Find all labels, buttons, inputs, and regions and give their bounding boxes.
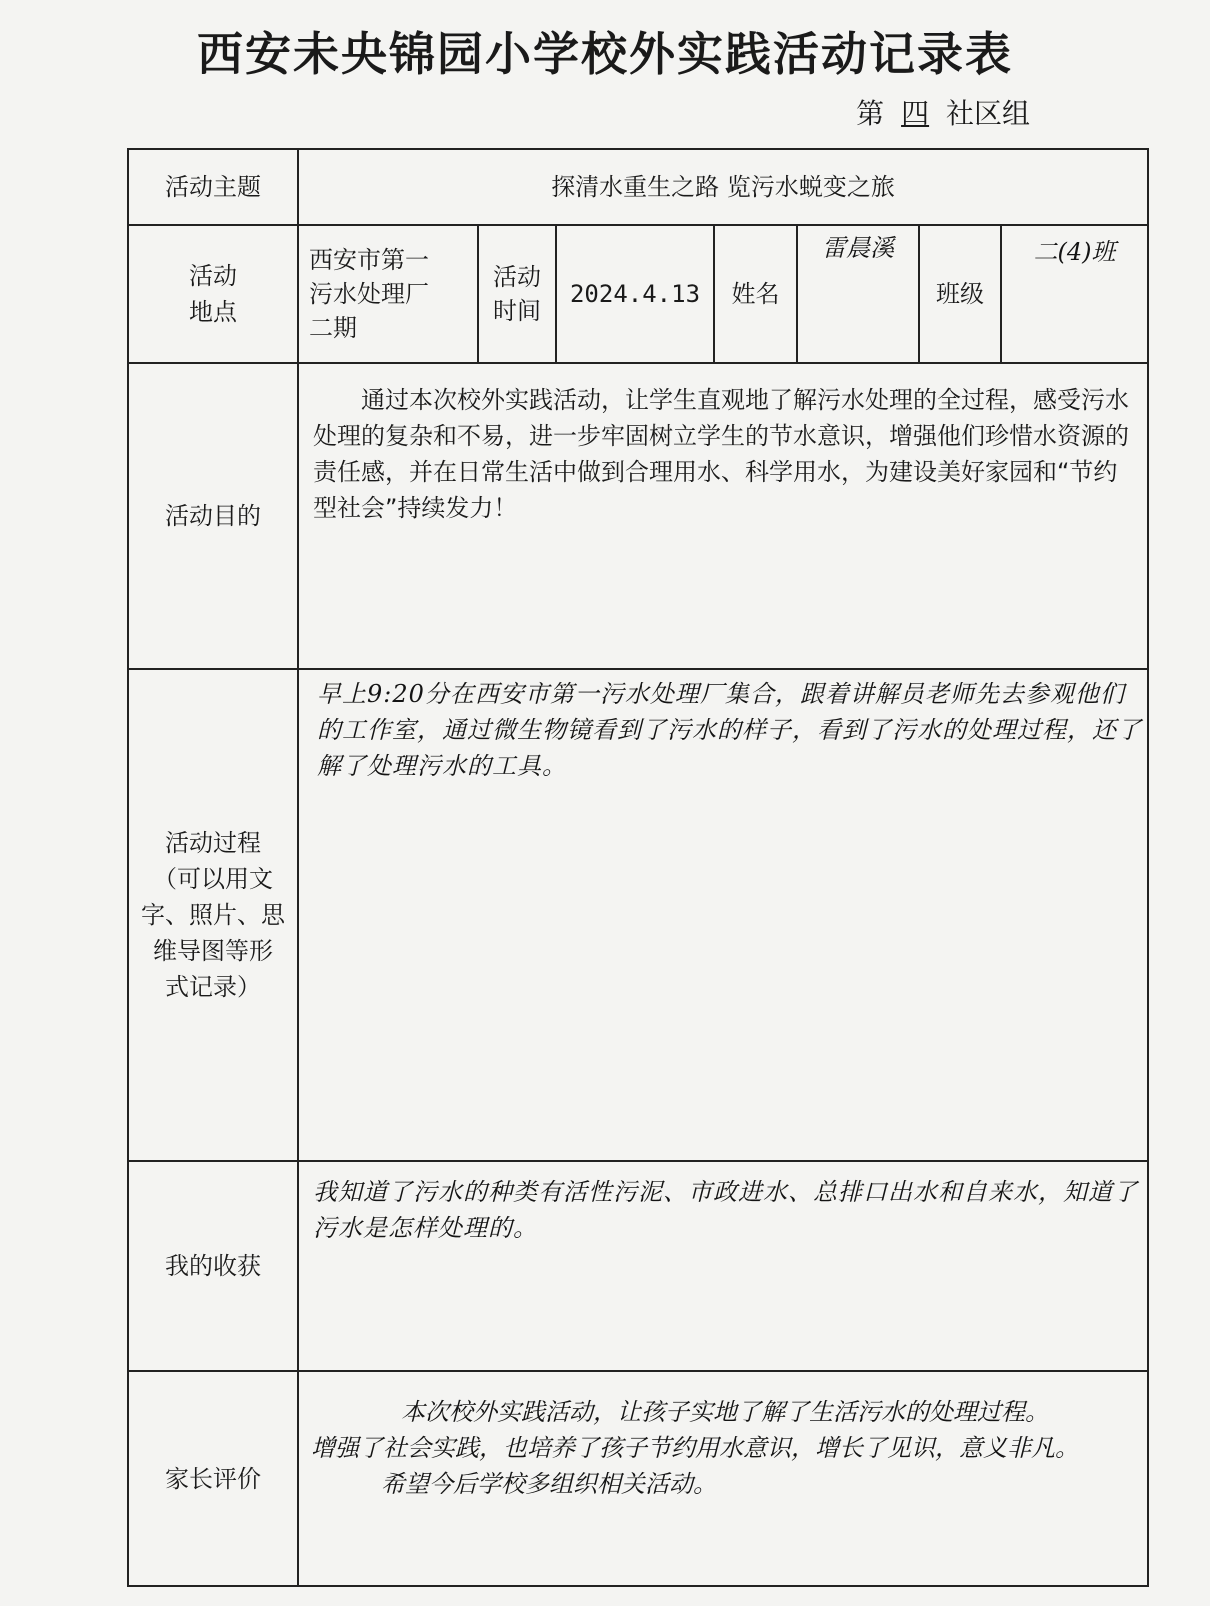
time-label: 活动 时间 bbox=[478, 225, 556, 363]
time-value: 2024.4.13 bbox=[556, 225, 714, 363]
parent-row bbox=[128, 1371, 1148, 1586]
location-label: 活动 地点 bbox=[128, 225, 298, 363]
parent-line-3: 希望今后学校多组织相关活动。 bbox=[381, 1470, 717, 1498]
gain-label: 我的收获 bbox=[128, 1161, 298, 1371]
process-label: 活动过程 （可以用文 字、照片、思 维导图等形 式记录） bbox=[128, 669, 298, 1161]
gain-text: 我知道了污水的种类有活性污泥、市政进水、总排口出水和自来水，知道了污水是怎样处理的。 bbox=[298, 1161, 1148, 1371]
name-label: 姓名 bbox=[714, 225, 797, 363]
group-number: 四 bbox=[901, 97, 930, 130]
activity-record-table bbox=[127, 148, 1149, 1587]
theme-row bbox=[128, 149, 1148, 225]
group-prefix: 第 bbox=[856, 97, 885, 130]
parent-comment bbox=[298, 1371, 1148, 1586]
theme-value: 探清水重生之路 览污水蜕变之旅 bbox=[298, 149, 1148, 225]
purpose-label: 活动目的 bbox=[128, 363, 298, 669]
parent-label: 家长评价 bbox=[128, 1371, 298, 1586]
parent-line-2: 增强了社会实践，也培养了孩子节约用水意识，增长了见识，意义非凡。 bbox=[311, 1434, 1079, 1462]
theme-label: 活动主题 bbox=[128, 149, 298, 225]
purpose-text: 通过本次校外实践活动，让学生直观地了解污水处理的全过程，感受污水处理的复杂和不易，进一步牢固树立学生的节水意识，增强他们珍惜水资源的责任感，并在日常生活中做到合理用水、科学用水，为建设美好家园和“节约型社会”持续发力！ bbox=[298, 363, 1148, 669]
name-value: 雷晨溪 bbox=[797, 225, 919, 363]
group-suffix: 社区组 bbox=[945, 97, 1030, 130]
process-text: 早上9:20分在西安市第一污水处理厂集合，跟着讲解员老师先去参观他们的工作室，通过微生物镜看到了污水的样子，看到了污水的处理过程，还了解了处理污水的工具。 bbox=[298, 669, 1148, 1161]
info-row bbox=[128, 225, 1148, 363]
group-label bbox=[856, 92, 1030, 132]
form-title: 西安未央锦园小学校外实践活动记录表 bbox=[197, 27, 1013, 81]
gain-row bbox=[128, 1161, 1148, 1371]
class-label: 班级 bbox=[919, 225, 1001, 363]
class-value: 二(4)班 bbox=[1001, 225, 1148, 363]
location-value: 西安市第一 污水处理厂 二期 bbox=[298, 225, 478, 363]
parent-line-1: 本次校外实践活动，让孩子实地了解了生活污水的处理过程。 bbox=[401, 1398, 1049, 1426]
process-row bbox=[128, 669, 1148, 1161]
purpose-row bbox=[128, 363, 1148, 669]
